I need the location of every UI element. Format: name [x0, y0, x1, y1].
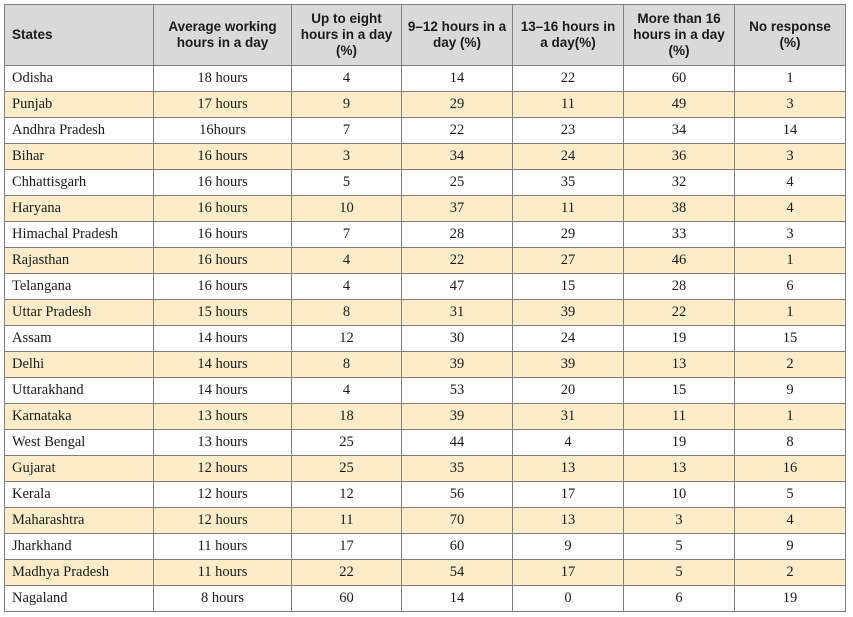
nine-twelve-cell: 28: [402, 222, 513, 248]
table-row: [5, 456, 846, 482]
working-hours-table: [4, 4, 846, 612]
table-row: [5, 508, 846, 534]
thirteen-sixteen-cell: 39: [513, 352, 624, 378]
up-to-eight-cell: 9: [292, 92, 402, 118]
avg-hours-cell: 16hours: [154, 118, 292, 144]
up-to-eight-cell: 4: [292, 248, 402, 274]
up-to-eight-cell: 11: [292, 508, 402, 534]
more-than-sixteen-cell: 19: [624, 326, 735, 352]
state-cell: Uttarakhand: [5, 378, 154, 404]
up-to-eight-cell: 7: [292, 118, 402, 144]
nine-twelve-cell: 14: [402, 66, 513, 92]
nine-twelve-cell: 56: [402, 482, 513, 508]
no-response-cell: 6: [735, 274, 846, 300]
thirteen-sixteen-cell: 4: [513, 430, 624, 456]
more-than-sixteen-cell: 10: [624, 482, 735, 508]
up-to-eight-cell: 18: [292, 404, 402, 430]
up-to-eight-cell: 5: [292, 170, 402, 196]
state-cell: West Bengal: [5, 430, 154, 456]
avg-hours-cell: 16 hours: [154, 248, 292, 274]
table-row: [5, 326, 846, 352]
thirteen-sixteen-cell: 39: [513, 300, 624, 326]
avg-hours-cell: 13 hours: [154, 404, 292, 430]
avg-hours-cell: 18 hours: [154, 66, 292, 92]
no-response-cell: 2: [735, 560, 846, 586]
thirteen-sixteen-cell: 11: [513, 92, 624, 118]
header-up-to-eight: Up to eight hours in a day (%): [292, 5, 402, 66]
state-cell: Madhya Pradesh: [5, 560, 154, 586]
avg-hours-cell: 14 hours: [154, 326, 292, 352]
more-than-sixteen-cell: 46: [624, 248, 735, 274]
nine-twelve-cell: 22: [402, 118, 513, 144]
state-cell: Chhattisgarh: [5, 170, 154, 196]
table-row: [5, 534, 846, 560]
up-to-eight-cell: 25: [292, 430, 402, 456]
nine-twelve-cell: 60: [402, 534, 513, 560]
state-cell: Assam: [5, 326, 154, 352]
up-to-eight-cell: 60: [292, 586, 402, 612]
table-row: [5, 118, 846, 144]
more-than-sixteen-cell: 15: [624, 378, 735, 404]
no-response-cell: 4: [735, 170, 846, 196]
thirteen-sixteen-cell: 20: [513, 378, 624, 404]
avg-hours-cell: 16 hours: [154, 196, 292, 222]
no-response-cell: 8: [735, 430, 846, 456]
nine-twelve-cell: 37: [402, 196, 513, 222]
nine-twelve-cell: 35: [402, 456, 513, 482]
header-states: States: [5, 5, 154, 66]
more-than-sixteen-cell: 22: [624, 300, 735, 326]
avg-hours-cell: 14 hours: [154, 352, 292, 378]
avg-hours-cell: 13 hours: [154, 430, 292, 456]
table-row: [5, 248, 846, 274]
no-response-cell: 1: [735, 300, 846, 326]
more-than-sixteen-cell: 13: [624, 456, 735, 482]
table-row: [5, 274, 846, 300]
table-row: [5, 586, 846, 612]
thirteen-sixteen-cell: 15: [513, 274, 624, 300]
no-response-cell: 4: [735, 196, 846, 222]
up-to-eight-cell: 4: [292, 274, 402, 300]
up-to-eight-cell: 12: [292, 326, 402, 352]
thirteen-sixteen-cell: 24: [513, 144, 624, 170]
table-row: [5, 300, 846, 326]
more-than-sixteen-cell: 19: [624, 430, 735, 456]
table-row: [5, 482, 846, 508]
no-response-cell: 9: [735, 534, 846, 560]
header-9-12-hours: 9–12 hours in a day (%): [402, 5, 513, 66]
no-response-cell: 3: [735, 222, 846, 248]
avg-hours-cell: 16 hours: [154, 144, 292, 170]
up-to-eight-cell: 12: [292, 482, 402, 508]
nine-twelve-cell: 54: [402, 560, 513, 586]
no-response-cell: 9: [735, 378, 846, 404]
state-cell: Karnataka: [5, 404, 154, 430]
up-to-eight-cell: 17: [292, 534, 402, 560]
state-cell: Himachal Pradesh: [5, 222, 154, 248]
no-response-cell: 3: [735, 144, 846, 170]
no-response-cell: 1: [735, 66, 846, 92]
avg-hours-cell: 17 hours: [154, 92, 292, 118]
more-than-sixteen-cell: 11: [624, 404, 735, 430]
table-header: [5, 5, 846, 66]
header-average-hours: Average working hours in a day: [154, 5, 292, 66]
nine-twelve-cell: 30: [402, 326, 513, 352]
avg-hours-cell: 16 hours: [154, 222, 292, 248]
thirteen-sixteen-cell: 13: [513, 508, 624, 534]
table-row: [5, 352, 846, 378]
header-no-response: No response (%): [735, 5, 846, 66]
state-cell: Uttar Pradesh: [5, 300, 154, 326]
table-row: [5, 378, 846, 404]
nine-twelve-cell: 29: [402, 92, 513, 118]
thirteen-sixteen-cell: 13: [513, 456, 624, 482]
nine-twelve-cell: 47: [402, 274, 513, 300]
thirteen-sixteen-cell: 35: [513, 170, 624, 196]
table-row: [5, 144, 846, 170]
up-to-eight-cell: 8: [292, 352, 402, 378]
more-than-sixteen-cell: 13: [624, 352, 735, 378]
no-response-cell: 14: [735, 118, 846, 144]
table-body: [5, 66, 846, 612]
avg-hours-cell: 12 hours: [154, 456, 292, 482]
nine-twelve-cell: 34: [402, 144, 513, 170]
state-cell: Punjab: [5, 92, 154, 118]
nine-twelve-cell: 39: [402, 352, 513, 378]
nine-twelve-cell: 53: [402, 378, 513, 404]
up-to-eight-cell: 3: [292, 144, 402, 170]
avg-hours-cell: 16 hours: [154, 170, 292, 196]
no-response-cell: 1: [735, 248, 846, 274]
state-cell: Andhra Pradesh: [5, 118, 154, 144]
up-to-eight-cell: 25: [292, 456, 402, 482]
thirteen-sixteen-cell: 9: [513, 534, 624, 560]
nine-twelve-cell: 44: [402, 430, 513, 456]
avg-hours-cell: 14 hours: [154, 378, 292, 404]
table-row: [5, 196, 846, 222]
more-than-sixteen-cell: 49: [624, 92, 735, 118]
table-row: [5, 560, 846, 586]
more-than-sixteen-cell: 6: [624, 586, 735, 612]
nine-twelve-cell: 39: [402, 404, 513, 430]
state-cell: Gujarat: [5, 456, 154, 482]
avg-hours-cell: 15 hours: [154, 300, 292, 326]
up-to-eight-cell: 10: [292, 196, 402, 222]
nine-twelve-cell: 31: [402, 300, 513, 326]
avg-hours-cell: 11 hours: [154, 534, 292, 560]
state-cell: Telangana: [5, 274, 154, 300]
state-cell: Jharkhand: [5, 534, 154, 560]
state-cell: Haryana: [5, 196, 154, 222]
state-cell: Rajasthan: [5, 248, 154, 274]
up-to-eight-cell: 22: [292, 560, 402, 586]
up-to-eight-cell: 8: [292, 300, 402, 326]
thirteen-sixteen-cell: 23: [513, 118, 624, 144]
table-row: [5, 92, 846, 118]
avg-hours-cell: 11 hours: [154, 560, 292, 586]
table-row: [5, 404, 846, 430]
thirteen-sixteen-cell: 17: [513, 560, 624, 586]
no-response-cell: 1: [735, 404, 846, 430]
state-cell: Kerala: [5, 482, 154, 508]
more-than-sixteen-cell: 33: [624, 222, 735, 248]
no-response-cell: 19: [735, 586, 846, 612]
thirteen-sixteen-cell: 22: [513, 66, 624, 92]
thirteen-sixteen-cell: 29: [513, 222, 624, 248]
no-response-cell: 15: [735, 326, 846, 352]
up-to-eight-cell: 7: [292, 222, 402, 248]
thirteen-sixteen-cell: 27: [513, 248, 624, 274]
state-cell: Delhi: [5, 352, 154, 378]
thirteen-sixteen-cell: 11: [513, 196, 624, 222]
up-to-eight-cell: 4: [292, 66, 402, 92]
thirteen-sixteen-cell: 0: [513, 586, 624, 612]
more-than-sixteen-cell: 36: [624, 144, 735, 170]
no-response-cell: 5: [735, 482, 846, 508]
no-response-cell: 2: [735, 352, 846, 378]
thirteen-sixteen-cell: 24: [513, 326, 624, 352]
no-response-cell: 4: [735, 508, 846, 534]
table-row: [5, 66, 846, 92]
thirteen-sixteen-cell: 17: [513, 482, 624, 508]
nine-twelve-cell: 22: [402, 248, 513, 274]
table-row: [5, 222, 846, 248]
header-row: [5, 5, 846, 66]
avg-hours-cell: 12 hours: [154, 508, 292, 534]
avg-hours-cell: 8 hours: [154, 586, 292, 612]
state-cell: Odisha: [5, 66, 154, 92]
nine-twelve-cell: 70: [402, 508, 513, 534]
avg-hours-cell: 12 hours: [154, 482, 292, 508]
more-than-sixteen-cell: 34: [624, 118, 735, 144]
more-than-sixteen-cell: 38: [624, 196, 735, 222]
nine-twelve-cell: 25: [402, 170, 513, 196]
more-than-sixteen-cell: 5: [624, 560, 735, 586]
more-than-sixteen-cell: 5: [624, 534, 735, 560]
no-response-cell: 3: [735, 92, 846, 118]
up-to-eight-cell: 4: [292, 378, 402, 404]
table-row: [5, 430, 846, 456]
more-than-sixteen-cell: 32: [624, 170, 735, 196]
thirteen-sixteen-cell: 31: [513, 404, 624, 430]
more-than-sixteen-cell: 28: [624, 274, 735, 300]
state-cell: Maharashtra: [5, 508, 154, 534]
table-row: [5, 170, 846, 196]
no-response-cell: 16: [735, 456, 846, 482]
state-cell: Nagaland: [5, 586, 154, 612]
more-than-sixteen-cell: 60: [624, 66, 735, 92]
avg-hours-cell: 16 hours: [154, 274, 292, 300]
header-13-16-hours: 13–16 hours in a day(%): [513, 5, 624, 66]
header-more-than-16: More than 16 hours in a day (%): [624, 5, 735, 66]
nine-twelve-cell: 14: [402, 586, 513, 612]
state-cell: Bihar: [5, 144, 154, 170]
more-than-sixteen-cell: 3: [624, 508, 735, 534]
